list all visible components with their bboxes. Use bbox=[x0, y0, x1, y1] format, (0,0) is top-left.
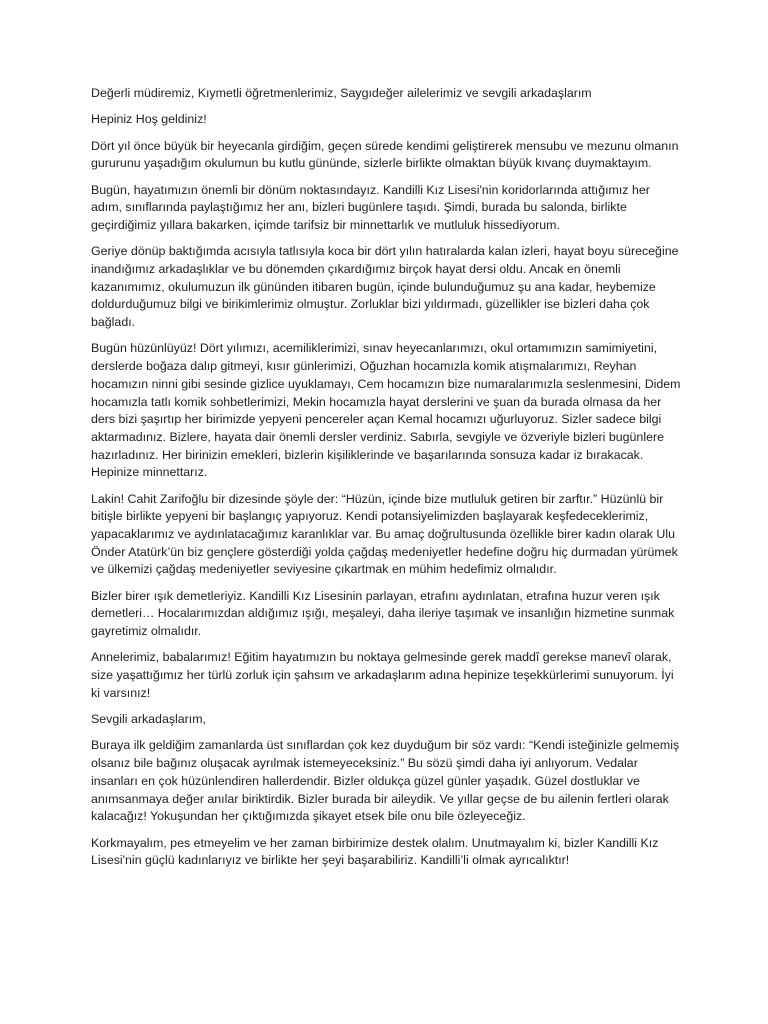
body-paragraph: Buraya ilk geldiğim zamanlarda üst sınıflardan çok kez duyduğum bir söz vardı: “Kendi isteğinizle gelmemiş olsanız bile bağınız oluşacak ayrılmak istemeyeceksiniz.” Bu sözü şimdi daha iyi anlıyorum. Vedalar insanları en çok hüzünlendiren hallerdendir. Bizler oldukça güzel günler yaşadık. Güzel dostluklar ve anımsanmaya değer anılar biriktirdik. Bizler burada bir aileydik. Ve yıllar geçse de bu ailenin fertleri olarak kalacağız! Yokuşundan her çıktığımızda şikayet etsek bile onu bile özleyeceğiz. bbox=[91, 738, 680, 824]
body-paragraph: Geriye dönüp baktığımda acısıyla tatlısıyla koca bir dört yılın hatıralarda kalan izleri, hayat boyu süreceğine inandığımız arkadaşlıklar ve bu dönemden çıkardığımız birçok hayat dersi oldu. Ancak en önemli kazanımımız, okulumuzun ilk gününden itibaren bugün, içinde bulunduğumuz şu ana kadar, heybemize doldurduğumuz bilgi ve birikimlerimiz olmuştur. Zorluklar bizi yıldırmadı, güzellikler ise bizleri daha çok bağladı. bbox=[91, 244, 679, 330]
salutation-paragraph: Değerli müdiremiz, Kıymetli öğretmenlerimiz, Saygıdeğer ailelerimiz ve sevgili arkadaşlarım bbox=[91, 86, 592, 100]
welcome-paragraph: Hepiniz Hoş geldiniz! bbox=[91, 112, 207, 127]
body-paragraph: Bugün hüzünlüyüz! Dört yılımızı, acemiliklerimizi, sınav heyecanlarımızı, okul ortamımızın samimiyetini, derslerde boğaza dalıp gitmeyi, kısır günlerimizi, Oğuzhan hocamızla komik atışmalarımızı, Reyhan hocamızın ninni gibi sesinde gizlice uyuklamayı, Cem hocamızın bize numaralarımızla seslenmesini, Didem hocamızla tatlı komik sohbetlerimizi, Mekin hocamızla hayat derslerini ve şuan da burada olmasa da her ders bizi şaşırtıp her birimizde yepyeni pencereler açan Kemal hocamızı uğurluyoruz. Sizler sadece bilgi aktarmadınız. Bizlere, hayata dair önemli dersler verdiniz. Sabırla, sevgiyle ve özveriyle bizleri bugünlere hazırladınız. Her birinizin emekleri, bizlerin kişiliklerinde ve başarılarında sonsuza kadar iz bırakacak. Hepinize minnettarız. bbox=[91, 341, 681, 480]
body-paragraph: Bizler birer ışık demetleriyiz. Kandilli Kız Lisesinin parlayan, etrafını aydınlatan, etrafına huzur veren ışık demetleri… Hocalarımızdan aldığımız ışığı, meşaleyi, daha ileriye taşımak ve insanlığın hizmetine sunmak gayretimiz olmalıdır. bbox=[91, 588, 675, 639]
body-paragraph: Annelerimiz, babalarımız! Eğitim hayatımızın bu noktaya gelmesinde gerek maddî gerekse manevî olarak, size yaşattığımız her türlü zorluk için şahsım ve arkadaşlarım adına hepinize teşekkürlerimi sunuyorum. İyi ki varsınız! bbox=[91, 650, 674, 700]
body-paragraph: Lakin! Cahit Zarifoğlu bir dizesinde şöyle der: “Hüzün, içinde bize mutluluk getiren bir zarftır.” Hüzünlü bir bitişle birlikte yepyeni bir başlangıç yapıyoruz. Kendi potansiyelimizden başlayarak keşfedeceklerimiz, yapacaklarımız ve aydınlatacağımız karanlıklar var. Bu amaç doğrultusunda özellikle birer kadın olarak Ulu Önder Atatürk’ün biz gençlere gösterdiği yolda çağdaş medeniyetler hedefine doğru hiç durmadan yürümek ve ülkemizi çağdaş medeniyetler seviyesine çıkartmak en mühim hedefimiz olmalıdır. bbox=[91, 491, 678, 577]
address-line: Sevgili arkadaşlarım, bbox=[91, 712, 207, 727]
closing-paragraph: Korkmayalım, pes etmeyelim ve her zaman birbirimize destek olalım. Unutmayalım ki, bizler Kandilli Kız Lisesi'nin güçlü kadınlarıyız ve birlikte her şeyi başarabiliriz. Kandilli’li olmak ayrıcalıktır! bbox=[91, 835, 659, 868]
document-page bbox=[91, 85, 681, 879]
body-paragraph: Dört yıl önce büyük bir heyecanla girdiğim, geçen sürede kendimi geliştirerek mensubu ve mezunu olmanın gururunu yaşadığım okulumun bu kutlu gününde, sizlerle birlikte olmaktan büyük kıvanç duymaktayım. bbox=[91, 138, 679, 171]
body-paragraph: Bugün, hayatımızın önemli bir dönüm noktasındayız. Kandilli Kız Lisesi'nin koridorlarında attığımız her adım, sınıflarında paylaştığımız her anı, bizleri bugünlere taşıdı. Şimdi, burada bu salonda, birlikte geçirdiğimiz yıllara bakarken, içimde tarifsiz bir minnettarlık ve mutluluk hissediyorum. bbox=[91, 182, 650, 232]
